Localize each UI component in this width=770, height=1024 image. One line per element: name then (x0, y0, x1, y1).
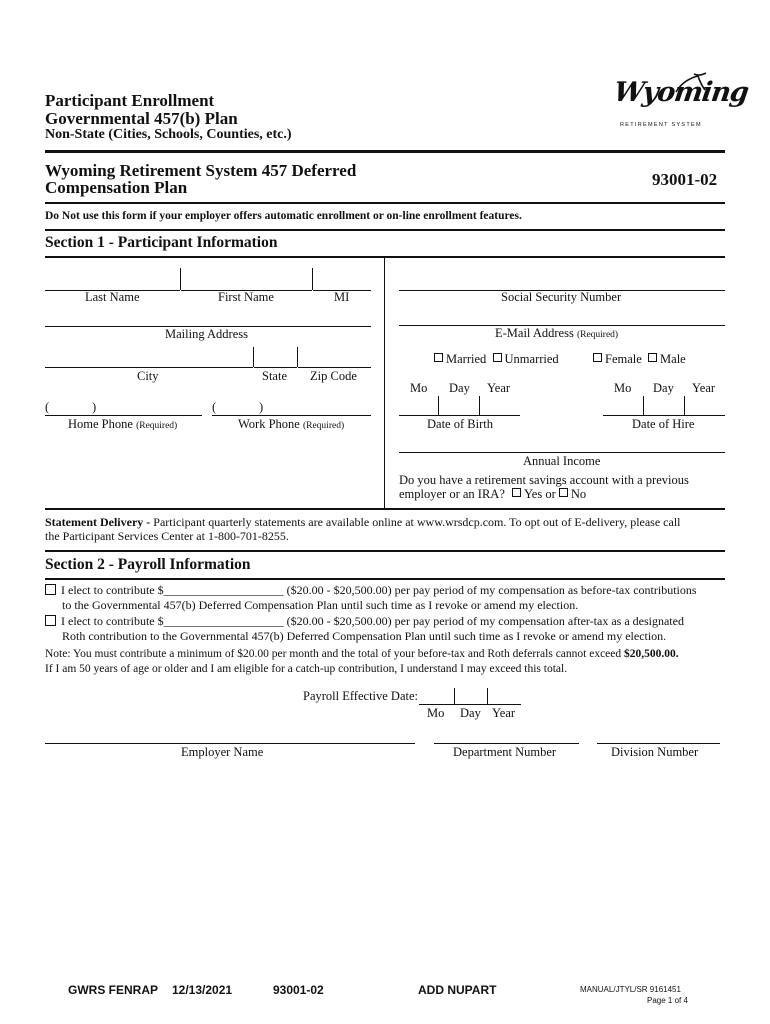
prior-account-line-2 (399, 487, 689, 501)
prior-or-label: or (545, 487, 556, 501)
home-phone-field[interactable] (45, 415, 202, 416)
prior-account-text: employer or an IRA? (399, 487, 505, 501)
doh-field[interactable] (603, 415, 725, 416)
department-number-label: Department Number (453, 745, 557, 759)
payroll-date-field[interactable] (419, 704, 521, 705)
doh-year: Year (692, 381, 716, 395)
roth-text-b: per pay period of my compensation after-tax as a designated (394, 614, 684, 628)
mi-label: MI (334, 290, 350, 304)
male-label: Male (660, 352, 686, 366)
prior-account-question (399, 473, 689, 501)
dob-label: Date of Birth (427, 417, 493, 431)
name-tick-2 (312, 268, 313, 290)
form-subtitle: Non-State (Cities, Schools, Counties, etc.) (45, 127, 292, 142)
title-line-2: Governmental 457(b) Plan (45, 109, 238, 128)
city-label: City (137, 369, 159, 383)
employer-name-field[interactable] (45, 743, 415, 744)
email-label (495, 326, 618, 341)
pretax-line-1 (45, 583, 735, 598)
section1-divider (384, 258, 385, 508)
doh-tick-2 (684, 396, 685, 415)
prior-yes-label: Yes (524, 487, 543, 501)
pretax-range: ($20.00 - $20,500.00) (286, 583, 392, 597)
plan-name-line-1: Wyoming Retirement System 457 Deferred (45, 161, 357, 180)
header-rule (45, 150, 725, 153)
payroll-year: Year (492, 706, 516, 720)
work-phone-paren-open: ( (212, 400, 217, 414)
footer-plan-number: 93001-02 (273, 983, 324, 997)
zip-label: Zip Code (310, 369, 357, 383)
mailing-address-label: Mailing Address (165, 327, 248, 341)
logo-cowboy-icon (672, 72, 712, 94)
pretax-election (45, 583, 735, 613)
annual-income-label: Annual Income (523, 454, 601, 468)
home-phone-text: Home Phone (68, 417, 133, 431)
statement-text-1: Participant quarterly statements are available online at www.wrsdcp.com. To opt out of E-delivery, please call (153, 515, 681, 529)
city-tick-2 (297, 347, 298, 367)
plan-number: 93001-02 (652, 170, 718, 189)
plan-name-line-2: Compensation Plan (45, 178, 188, 197)
gender-options (593, 352, 686, 367)
section2-title: Section 2 - Payroll Information (45, 556, 251, 573)
dob-day: Day (449, 381, 470, 395)
plan-rule (45, 202, 725, 204)
prior-no-checkbox[interactable] (559, 488, 568, 497)
work-phone-field[interactable] (212, 415, 371, 416)
female-checkbox[interactable] (593, 353, 602, 362)
statement-text-2: the Participant Services Center at 1-800-701-8255. (45, 529, 289, 543)
wyoming-logo (611, 72, 751, 136)
logo-subtext: RETIREMENT SYSTEM (620, 122, 702, 128)
male-checkbox[interactable] (648, 353, 657, 362)
work-phone-required: (Required) (302, 421, 345, 431)
pretax-checkbox[interactable] (45, 584, 56, 595)
contribution-note (45, 647, 735, 677)
home-phone-paren-open: ( (45, 400, 50, 414)
plan-name (45, 162, 356, 196)
marital-status-options (434, 352, 559, 367)
home-phone-required: (Required) (136, 421, 178, 431)
title-line-1: Participant Enrollment (45, 91, 215, 110)
zip-field[interactable] (298, 367, 371, 368)
division-number-field[interactable] (597, 743, 720, 744)
prior-yes-checkbox[interactable] (512, 488, 521, 497)
annual-income-field[interactable] (399, 452, 725, 453)
section1-title: Section 1 - Participant Information (45, 234, 278, 251)
work-phone-paren-close: ) (259, 400, 264, 414)
note-text-2: If I am 50 years of age or older and I am eligible for a catch-up contribution, I understand I may exceed this total. (45, 663, 568, 675)
work-phone-text: Work Phone (238, 417, 300, 431)
roth-text-c: Roth contribution to the Governmental 457(b) Deferred Compensation Plan until such time as I revoke or amend my election. (62, 629, 667, 643)
roth-amount-blank[interactable]: ____________________ (163, 614, 284, 628)
footer-manual: MANUAL/JTYL/SR 9161451 (580, 985, 681, 994)
payroll-tick-2 (487, 688, 488, 704)
notice-text: Do Not use this form if your employer offers automatic enrollment or on-line enrollment features. (45, 210, 522, 222)
department-number-field[interactable] (434, 743, 579, 744)
female-label: Female (605, 352, 642, 366)
roth-text-a: I elect to contribute $ (61, 614, 164, 628)
roth-line-1 (45, 614, 735, 629)
doh-tick-1 (643, 396, 644, 415)
dob-field[interactable] (399, 415, 520, 416)
pretax-text-a: I elect to contribute $ (61, 583, 164, 597)
section2-bottom-rule (45, 578, 725, 580)
section1-top-rule (45, 229, 725, 231)
doh-label: Date of Hire (632, 417, 695, 431)
state-label: State (262, 369, 287, 383)
dob-year: Year (487, 381, 511, 395)
pretax-text-b: per pay period of my compensation as before-tax contributions (394, 583, 697, 597)
payroll-day: Day (460, 706, 481, 720)
name-tick-1 (180, 268, 181, 290)
last-name-label: Last Name (85, 290, 140, 304)
statement-delivery (45, 515, 730, 543)
payroll-tick-1 (454, 688, 455, 704)
first-name-label: First Name (218, 290, 274, 304)
prior-no-label: No (570, 487, 587, 501)
doh-mo: Mo (614, 381, 632, 395)
note-text-1: Note: You must contribute a minimum of $20.00 per month and the total of your before-tax and Roth deferrals cannot exceed (45, 648, 622, 660)
dob-tick-1 (438, 396, 439, 415)
employer-name-label: Employer Name (181, 745, 264, 759)
pretax-amount-blank[interactable]: ____________________ (163, 583, 284, 597)
payroll-date-label: Payroll Effective Date: (303, 689, 419, 703)
married-checkbox[interactable] (434, 353, 443, 362)
ssn-label: Social Security Number (501, 290, 622, 304)
footer-page: Page 1 of 4 (647, 996, 688, 1005)
doh-day: Day (653, 381, 674, 395)
home-phone-label (68, 417, 177, 432)
logo-script-text: Wyoming (611, 77, 751, 108)
pretax-text-c: to the Governmental 457(b) Deferred Compensation Plan until such time as I revoke or amend my election. (62, 598, 579, 612)
footer-code: ADD NUPART (418, 983, 497, 997)
email-text: E-Mail Address (495, 326, 574, 340)
note-amount: $20,500.00. (624, 648, 679, 660)
section2-top-rule (45, 550, 725, 552)
roth-range: ($20.00 - $20,500.00) (286, 614, 392, 628)
statement-line-1 (45, 515, 730, 529)
city-field[interactable] (45, 367, 253, 368)
form-title (45, 92, 238, 128)
dob-tick-2 (479, 396, 480, 415)
home-phone-paren-close: ) (92, 400, 97, 414)
note-line-1 (45, 647, 735, 662)
city-tick-1 (253, 347, 254, 367)
unmarried-label: Unmarried (504, 352, 559, 366)
footer-form-id: GWRS FENRAP (68, 983, 158, 997)
statement-top-rule (45, 508, 725, 510)
work-phone-label (238, 417, 344, 432)
division-number-label: Division Number (611, 745, 699, 759)
footer-date: 12/13/2021 (172, 983, 233, 997)
roth-election (45, 614, 735, 644)
payroll-mo: Mo (427, 706, 445, 720)
dob-mo: Mo (410, 381, 428, 395)
roth-checkbox[interactable] (45, 615, 56, 626)
prior-account-line-1: Do you have a retirement savings account with a previous (399, 473, 689, 487)
statement-title: Statement Delivery - (45, 515, 151, 529)
email-required: (Required) (576, 330, 619, 340)
state-field[interactable] (254, 367, 297, 368)
married-label: Married (446, 352, 487, 366)
unmarried-checkbox[interactable] (493, 353, 502, 362)
